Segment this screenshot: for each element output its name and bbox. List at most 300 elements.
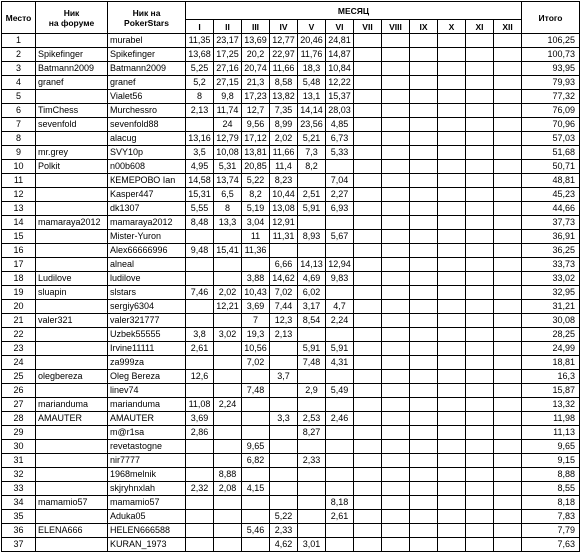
month-value-cell [354, 132, 382, 146]
month-value-cell [466, 398, 494, 412]
month-value-cell [410, 76, 438, 90]
month-value-cell [186, 272, 214, 286]
month-value-cell: 4,7 [326, 300, 354, 314]
month-value-cell: 10,43 [242, 286, 270, 300]
table-row [2, 538, 580, 552]
pokerstars-nick-cell: Mister-Yuron [108, 230, 186, 244]
month-value-cell [382, 482, 410, 496]
month-value-cell [354, 440, 382, 454]
month-value-cell: 7,44 [270, 300, 298, 314]
month-value-cell [494, 34, 522, 48]
month-value-cell: 6,02 [298, 286, 326, 300]
month-value-cell: 5,25 [186, 62, 214, 76]
month-value-cell [438, 524, 466, 538]
month-value-cell [382, 356, 410, 370]
month-value-cell [382, 76, 410, 90]
pokerstars-nick-cell: Uzbek55555 [108, 328, 186, 342]
month-value-cell: 9,83 [326, 272, 354, 286]
month-value-cell [326, 244, 354, 258]
month-value-cell [466, 440, 494, 454]
place-cell: 35 [2, 510, 36, 524]
month-value-cell [382, 62, 410, 76]
month-value-cell: 14,62 [270, 272, 298, 286]
header-month-10: X [438, 20, 466, 34]
month-value-cell: 8,27 [298, 426, 326, 440]
total-cell: 93,95 [522, 62, 580, 76]
month-value-cell: 10,56 [242, 342, 270, 356]
month-value-cell [298, 496, 326, 510]
pokerstars-nick-cell: marianduma [108, 398, 186, 412]
total-cell: 76,09 [522, 104, 580, 118]
total-cell: 9,65 [522, 440, 580, 454]
pokerstars-nick-cell: nir7777 [108, 454, 186, 468]
month-value-cell [214, 454, 242, 468]
month-value-cell [494, 104, 522, 118]
month-value-cell [494, 132, 522, 146]
month-value-cell [438, 370, 466, 384]
month-value-cell: 8,18 [326, 496, 354, 510]
month-value-cell [326, 328, 354, 342]
month-value-cell [354, 62, 382, 76]
month-value-cell: 13,1 [298, 90, 326, 104]
month-value-cell [494, 146, 522, 160]
month-value-cell [298, 174, 326, 188]
month-value-cell [270, 440, 298, 454]
ranking-table [1, 1, 580, 552]
month-value-cell: 2,02 [214, 286, 242, 300]
table-row [2, 146, 580, 160]
month-value-cell: 5,91 [298, 342, 326, 356]
month-value-cell: 9,48 [186, 244, 214, 258]
month-value-cell [438, 454, 466, 468]
total-cell: 45,23 [522, 188, 580, 202]
month-value-cell [354, 300, 382, 314]
table-row [2, 230, 580, 244]
month-value-cell: 5,46 [242, 524, 270, 538]
month-value-cell [494, 524, 522, 538]
month-value-cell [382, 300, 410, 314]
month-value-cell [438, 328, 466, 342]
month-value-cell [410, 454, 438, 468]
table-row [2, 454, 580, 468]
month-value-cell: 4,62 [270, 538, 298, 552]
month-value-cell [354, 342, 382, 356]
month-value-cell: 10,84 [326, 62, 354, 76]
month-value-cell: 3,3 [270, 412, 298, 426]
month-value-cell: 2,33 [298, 454, 326, 468]
total-cell: 28,25 [522, 328, 580, 342]
month-value-cell [354, 90, 382, 104]
month-value-cell [410, 510, 438, 524]
month-value-cell [438, 496, 466, 510]
month-value-cell [410, 328, 438, 342]
pokerstars-nick-cell: granef [108, 76, 186, 90]
month-value-cell [354, 328, 382, 342]
month-value-cell: 9,8 [214, 90, 242, 104]
month-value-cell [382, 426, 410, 440]
pokerstars-nick-cell: Irvine11111 [108, 342, 186, 356]
total-cell: 18,81 [522, 356, 580, 370]
month-value-cell [438, 440, 466, 454]
month-value-cell [270, 384, 298, 398]
pokerstars-nick-cell: alneal [108, 258, 186, 272]
forum-nick-cell: mamaraya2012 [36, 216, 108, 230]
month-value-cell: 5,91 [326, 342, 354, 356]
month-value-cell: 2,13 [270, 328, 298, 342]
month-value-cell [298, 524, 326, 538]
month-value-cell [466, 188, 494, 202]
month-value-cell: 8 [214, 202, 242, 216]
pokerstars-nick-cell: 1968melnik [108, 468, 186, 482]
month-value-cell [354, 48, 382, 62]
forum-nick-cell [36, 244, 108, 258]
month-value-cell [214, 272, 242, 286]
month-value-cell: 5,19 [242, 202, 270, 216]
month-value-cell [214, 426, 242, 440]
month-value-cell: 7,02 [270, 286, 298, 300]
forum-nick-cell: Ludilove [36, 272, 108, 286]
month-value-cell [242, 398, 270, 412]
forum-nick-cell [36, 34, 108, 48]
month-value-cell: 3,02 [214, 328, 242, 342]
pokerstars-nick-cell: za999za [108, 356, 186, 370]
forum-nick-cell: ELENA666 [36, 524, 108, 538]
total-cell: 8,55 [522, 482, 580, 496]
month-value-cell [438, 538, 466, 552]
month-value-cell [410, 286, 438, 300]
month-value-cell [354, 370, 382, 384]
month-value-cell [494, 76, 522, 90]
place-cell: 11 [2, 174, 36, 188]
month-value-cell [494, 118, 522, 132]
month-value-cell [494, 202, 522, 216]
month-value-cell [466, 160, 494, 174]
month-value-cell [438, 510, 466, 524]
month-value-cell: 12,21 [214, 300, 242, 314]
month-value-cell [438, 104, 466, 118]
month-value-cell: 2,13 [186, 104, 214, 118]
table-row [2, 440, 580, 454]
month-value-cell [326, 538, 354, 552]
month-value-cell [354, 412, 382, 426]
month-value-cell: 2,61 [186, 342, 214, 356]
month-value-cell [494, 454, 522, 468]
month-value-cell [354, 76, 382, 90]
month-value-cell: 12,94 [326, 258, 354, 272]
month-value-cell [410, 440, 438, 454]
month-value-cell: 3,69 [186, 412, 214, 426]
month-value-cell [382, 216, 410, 230]
month-value-cell: 9,65 [242, 440, 270, 454]
month-value-cell: 5,49 [326, 384, 354, 398]
table-row [2, 384, 580, 398]
month-value-cell [438, 468, 466, 482]
month-value-cell [354, 202, 382, 216]
month-value-cell [354, 496, 382, 510]
month-value-cell [186, 468, 214, 482]
table-row [2, 482, 580, 496]
month-value-cell: 15,31 [186, 188, 214, 202]
total-cell: 9,15 [522, 454, 580, 468]
month-value-cell [382, 412, 410, 426]
month-value-cell: 7,48 [242, 384, 270, 398]
month-value-cell: 11,36 [242, 244, 270, 258]
month-value-cell [410, 272, 438, 286]
month-value-cell [466, 328, 494, 342]
table-row [2, 496, 580, 510]
month-value-cell: 2,08 [214, 482, 242, 496]
forum-nick-cell [36, 328, 108, 342]
place-cell: 27 [2, 398, 36, 412]
month-value-cell [466, 104, 494, 118]
forum-nick-cell: Batmann2009 [36, 62, 108, 76]
month-value-cell [466, 90, 494, 104]
month-value-cell [298, 398, 326, 412]
month-value-cell [494, 342, 522, 356]
month-value-cell [382, 230, 410, 244]
month-value-cell: 6,5 [214, 188, 242, 202]
month-value-cell [354, 314, 382, 328]
month-value-cell: 10,08 [214, 146, 242, 160]
month-value-cell [466, 132, 494, 146]
header-month-8: VIII [382, 20, 410, 34]
month-value-cell [438, 412, 466, 426]
table-row [2, 48, 580, 62]
place-cell: 20 [2, 300, 36, 314]
month-value-cell [186, 300, 214, 314]
table-row [2, 412, 580, 426]
pokerstars-nick-cell: Alex66666996 [108, 244, 186, 258]
total-cell: 7,79 [522, 524, 580, 538]
month-value-cell: 11,35 [186, 34, 214, 48]
month-value-cell [326, 524, 354, 538]
header-month-3: III [242, 20, 270, 34]
pokerstars-nick-cell: Aduka05 [108, 510, 186, 524]
month-value-cell [270, 482, 298, 496]
header-month-9: IX [410, 20, 438, 34]
month-value-cell [214, 384, 242, 398]
month-value-cell: 7,02 [242, 356, 270, 370]
month-value-cell: 5,91 [298, 202, 326, 216]
place-cell: 31 [2, 454, 36, 468]
month-value-cell [438, 34, 466, 48]
month-value-cell: 6,93 [326, 202, 354, 216]
month-value-cell [410, 104, 438, 118]
month-value-cell [438, 384, 466, 398]
table-row [2, 426, 580, 440]
month-value-cell [214, 510, 242, 524]
month-value-cell [438, 342, 466, 356]
total-cell: 57,03 [522, 132, 580, 146]
forum-nick-cell: sluapin [36, 286, 108, 300]
month-value-cell: 13,68 [186, 48, 214, 62]
month-value-cell [410, 62, 438, 76]
total-cell: 7,63 [522, 538, 580, 552]
month-value-cell [438, 230, 466, 244]
month-value-cell [438, 188, 466, 202]
month-value-cell [242, 258, 270, 272]
month-value-cell: 7 [242, 314, 270, 328]
month-value-cell [494, 90, 522, 104]
month-value-cell [410, 230, 438, 244]
month-value-cell [494, 314, 522, 328]
month-value-cell: 2,61 [326, 510, 354, 524]
month-value-cell: 7,46 [186, 286, 214, 300]
month-value-cell [382, 34, 410, 48]
month-value-cell: 2,24 [326, 314, 354, 328]
month-value-cell [186, 496, 214, 510]
table-row [2, 272, 580, 286]
forum-nick-cell [36, 454, 108, 468]
table-row [2, 314, 580, 328]
month-value-cell: 8,88 [214, 468, 242, 482]
forum-nick-cell [36, 258, 108, 272]
month-value-cell [466, 76, 494, 90]
month-value-cell: 2,53 [298, 412, 326, 426]
pokerstars-nick-cell: sergiy6304 [108, 300, 186, 314]
month-value-cell [410, 132, 438, 146]
month-value-cell [494, 258, 522, 272]
pokerstars-nick-cell: sevenfold88 [108, 118, 186, 132]
month-value-cell: 7,35 [270, 104, 298, 118]
month-value-cell [242, 426, 270, 440]
month-value-cell [410, 244, 438, 258]
month-value-cell [382, 384, 410, 398]
month-value-cell [354, 384, 382, 398]
table-row [2, 132, 580, 146]
month-value-cell [326, 440, 354, 454]
pokerstars-nick-cell: Batmann2009 [108, 62, 186, 76]
month-value-cell [354, 426, 382, 440]
month-value-cell [214, 370, 242, 384]
month-value-cell [186, 510, 214, 524]
month-value-cell [466, 412, 494, 426]
forum-nick-cell [36, 356, 108, 370]
month-value-cell [438, 118, 466, 132]
month-value-cell [466, 118, 494, 132]
month-value-cell: 8,54 [298, 314, 326, 328]
header-month-6: VI [326, 20, 354, 34]
month-value-cell [494, 48, 522, 62]
month-value-cell [270, 356, 298, 370]
total-cell: 32,95 [522, 286, 580, 300]
month-value-cell [410, 468, 438, 482]
forum-nick-cell: mamamio57 [36, 496, 108, 510]
month-value-cell [494, 272, 522, 286]
month-value-cell: 3,7 [270, 370, 298, 384]
month-value-cell [186, 258, 214, 272]
month-value-cell: 4,85 [326, 118, 354, 132]
month-value-cell [214, 524, 242, 538]
forum-nick-cell: Polkit [36, 160, 108, 174]
month-value-cell: 20,85 [242, 160, 270, 174]
place-cell: 8 [2, 132, 36, 146]
month-value-cell [494, 174, 522, 188]
place-cell: 3 [2, 62, 36, 76]
month-value-cell [410, 496, 438, 510]
place-cell: 10 [2, 160, 36, 174]
month-value-cell: 21,3 [242, 76, 270, 90]
pokerstars-nick-cell: Oleg Bereza [108, 370, 186, 384]
table-row [2, 524, 580, 538]
total-cell: 37,73 [522, 216, 580, 230]
forum-nick-cell [36, 468, 108, 482]
month-value-cell [466, 538, 494, 552]
month-value-cell [466, 62, 494, 76]
place-cell: 25 [2, 370, 36, 384]
month-value-cell [494, 216, 522, 230]
month-value-cell [186, 538, 214, 552]
month-value-cell [270, 244, 298, 258]
month-value-cell: 8,99 [270, 118, 298, 132]
forum-nick-cell [36, 482, 108, 496]
month-value-cell [186, 118, 214, 132]
month-value-cell [410, 342, 438, 356]
month-value-cell [466, 48, 494, 62]
place-cell: 4 [2, 76, 36, 90]
month-value-cell: 12,22 [326, 76, 354, 90]
header-month-11: XI [466, 20, 494, 34]
month-value-cell: 14,13 [298, 258, 326, 272]
month-value-cell [494, 398, 522, 412]
month-value-cell [270, 426, 298, 440]
month-value-cell [466, 454, 494, 468]
month-value-cell: 24 [214, 118, 242, 132]
pokerstars-nick-cell: skjryhnxlah [108, 482, 186, 496]
month-value-cell: 20,46 [298, 34, 326, 48]
month-value-cell [382, 370, 410, 384]
pokerstars-nick-cell: n00b608 [108, 160, 186, 174]
month-value-cell: 11,76 [298, 48, 326, 62]
month-value-cell [466, 314, 494, 328]
month-value-cell [354, 356, 382, 370]
total-cell: 11,13 [522, 426, 580, 440]
table-row [2, 328, 580, 342]
month-value-cell [494, 230, 522, 244]
month-value-cell [494, 370, 522, 384]
month-value-cell [382, 202, 410, 216]
month-value-cell: 13,69 [242, 34, 270, 48]
forum-nick-cell [36, 230, 108, 244]
month-value-cell [354, 174, 382, 188]
month-value-cell [466, 524, 494, 538]
total-cell: 33,73 [522, 258, 580, 272]
month-value-cell: 4,31 [326, 356, 354, 370]
month-value-cell [214, 314, 242, 328]
header-place: Место [2, 2, 36, 34]
month-value-cell: 5,22 [270, 510, 298, 524]
place-cell: 32 [2, 468, 36, 482]
month-value-cell [438, 132, 466, 146]
month-value-cell [186, 524, 214, 538]
month-value-cell [382, 314, 410, 328]
month-value-cell: 5,48 [298, 76, 326, 90]
forum-nick-cell: marianduma [36, 398, 108, 412]
place-cell: 15 [2, 230, 36, 244]
month-value-cell [494, 328, 522, 342]
month-value-cell [326, 370, 354, 384]
total-cell: 79,93 [522, 76, 580, 90]
pokerstars-nick-cell: ludilove [108, 272, 186, 286]
forum-nick-cell: olegbereza [36, 370, 108, 384]
table-body [2, 34, 580, 552]
month-value-cell: 5,22 [242, 174, 270, 188]
pokerstars-nick-cell: HELEN666588 [108, 524, 186, 538]
place-cell: 22 [2, 328, 36, 342]
month-value-cell [410, 482, 438, 496]
month-value-cell [382, 468, 410, 482]
forum-nick-cell: TimChess [36, 104, 108, 118]
